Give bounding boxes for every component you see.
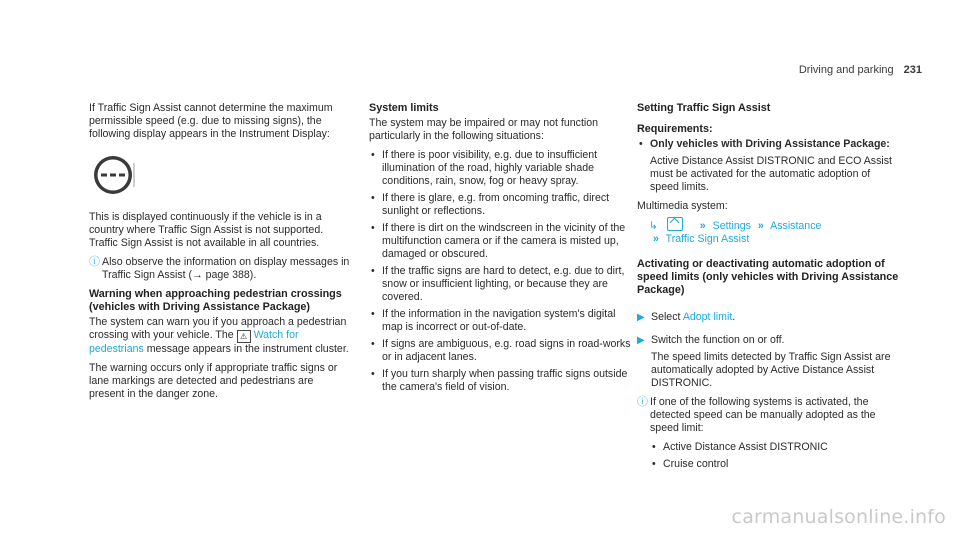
menu-path — [649, 217, 899, 246]
paragraph: The warning occurs only if appropriate traffic signs or lane markings are detected and pedestrians are present in the danger zone. — [89, 362, 338, 400]
page-header — [799, 64, 922, 76]
step-arrow-icon: ▶ — [637, 312, 645, 323]
menu-traffic-sign-assist: Traffic Sign Assist — [665, 233, 750, 245]
section-heading: System limits — [369, 102, 439, 114]
watermark: carmanualsonline.info — [731, 506, 946, 528]
section-heading: Warning when approaching pedestrian crossings (vehicles with Driving Assistance Package) — [89, 288, 342, 313]
paragraph: Multimedia system: — [637, 200, 728, 212]
list-item: • If the information in the navigation system's digital map is incorrect or out-of-date. — [369, 308, 631, 334]
paragraph: The system can warn you if you approach a pedestrian crossing with your vehicle. The ⚠ Watch for pedestrians message appears in the instrument cluster. — [89, 316, 349, 355]
info-note — [89, 256, 351, 282]
menu-settings: Settings — [712, 220, 751, 232]
step-1: ▶ Select Adopt limit. — [637, 311, 736, 323]
section-heading: Activating or deactivating automatic adoption of speed limits (only vehicles with Driving Assistance Package) — [637, 258, 899, 296]
paragraph: This is displayed continuously if the vehicle is in a country where Traffic Sign Assist is not supported. Traffic Sign Assist is not available in all countries. — [89, 211, 324, 249]
list-item: • If there is glare, e.g. from oncoming traffic, direct sunlight or reflections. — [369, 192, 631, 218]
display-message-text: Watch for pedestrians — [89, 329, 299, 355]
paragraph: The speed limits detected by Traffic Sign Assist are automatically adopted by Active Distance Assist DISTRONIC. — [651, 351, 891, 389]
note-text: Also observe the information on display messages in Traffic Sign Assist (→ page 388). — [102, 256, 350, 281]
section-title: Driving and parking — [798, 64, 894, 76]
menu-adopt-limit: Adopt limit — [682, 311, 733, 323]
requirements-heading: Requirements: — [637, 123, 713, 135]
home-icon — [667, 217, 683, 231]
list-item: • Cruise control — [650, 458, 899, 471]
column-right — [637, 102, 899, 475]
chevron-right-icon: » — [699, 220, 706, 232]
paragraph: The system may be impaired or may not function particularly in the following situations: — [369, 117, 599, 142]
column-middle — [369, 102, 631, 398]
note-text: If one of the following systems is activated, the detected speed can be manually adopted as the speed limit: — [650, 396, 876, 434]
requirements-list — [637, 138, 899, 151]
limits-list — [369, 149, 631, 394]
list-item: • If the traffic signs are hard to detect, e.g. due to dirt, snow or insufficient lighting, or because they are covered. — [369, 265, 631, 304]
info-icon: ⓘ — [637, 396, 648, 408]
no-speed-limit-icon — [91, 153, 135, 197]
list-item: • Only vehicles with Driving Assistance Package: — [637, 138, 899, 151]
step-2: ▶ Switch the function on or off. — [637, 334, 785, 346]
paragraph: If Traffic Sign Assist cannot determine the maximum permissible speed (e.g. due to missing signs), the following display appears in the Instrument Display: — [89, 102, 333, 140]
chevron-right-icon: » — [757, 220, 764, 232]
list-item: • If signs are ambiguous, e.g. road signs in road-works or in adjacent lanes. — [369, 338, 631, 364]
menu-assistance: Assistance — [770, 220, 822, 232]
column-left — [89, 102, 351, 407]
return-arrow-icon: ↳ — [649, 220, 658, 232]
step-arrow-icon: ▶ — [637, 335, 645, 346]
list-item: • If there is dirt on the windscreen in the vicinity of the multifunction camera or if the camera is misted up, damaged or obscured. — [369, 222, 631, 261]
list-item: • Active Distance Assist DISTRONIC — [650, 441, 899, 454]
list-item: • If you turn sharply when passing traffic signs outside the camera's field of vision. — [369, 368, 631, 394]
info-icon: ⓘ — [89, 256, 100, 268]
list-item: • If there is poor visibility, e.g. due to insufficient illumination of the road, highly variable shade conditions, rain, snow, fog or heavy spray. — [369, 149, 631, 188]
page-number: 231 — [903, 64, 922, 76]
systems-list — [650, 441, 899, 471]
info-note — [637, 396, 899, 435]
paragraph: Active Distance Assist DISTRONIC and ECO Assist must be activated for the automatic adoption of speed limits. — [650, 155, 892, 193]
warning-triangle-icon: ⚠ — [237, 330, 251, 343]
section-heading: Setting Traffic Sign Assist — [637, 102, 771, 114]
chevron-right-icon: » — [653, 233, 659, 245]
